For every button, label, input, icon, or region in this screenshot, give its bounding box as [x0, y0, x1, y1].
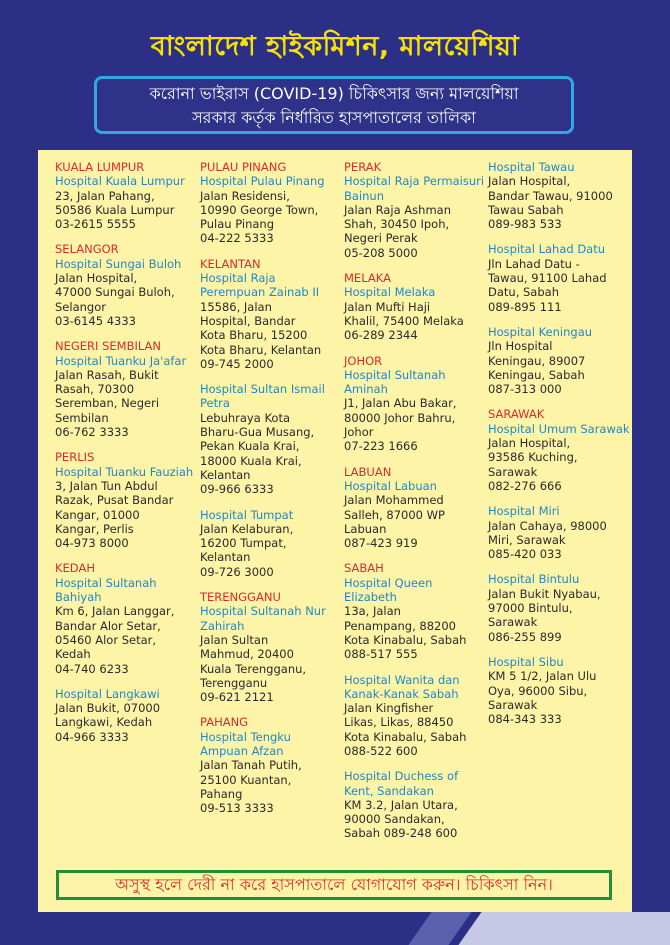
hospital-name: Hospital Sungai Buloh: [55, 256, 182, 271]
state-heading: PULAU PINANG: [200, 160, 287, 174]
hospital-name: Hospital Pulau Pinang: [200, 174, 325, 189]
hospital-entry: [488, 572, 630, 643]
hospital-entry: [344, 465, 486, 551]
hospital-address: Jln Hospital Keningau, 89007 Keningau, Sabah 087-313 000: [488, 339, 586, 397]
hospital-address: Jalan Bukit Nyabau, 97000 Bintulu, Sarawak 086-255 899: [488, 586, 601, 644]
hospital-address: Km 6, Jalan Langgar, Bandar Alor Setar, 05460 Alor Setar, Kedah 04-740 6233: [55, 604, 175, 676]
page-title: বাংলাদেশ হাইকমিশন, মালয়েশিয়া: [150, 31, 520, 62]
hospital-entry: [200, 715, 342, 815]
hospital-address: Jalan Residensi, 10990 George Town, Pulau Pinang 04-222 5333: [200, 188, 319, 246]
hospital-entry: [488, 407, 630, 493]
state-heading: SELANGOR: [55, 242, 119, 257]
hospital-entry: [488, 504, 630, 561]
state-heading: NEGERI SEMBILAN: [55, 339, 161, 354]
state-heading: KUALA LUMPUR: [55, 160, 145, 174]
header-banner: [0, 0, 670, 150]
hospital-address: Jalan Hospital, 93586 Kuching, Sarawak 082-276 666: [488, 436, 578, 493]
hospital-entry: [344, 561, 486, 661]
state-heading: LABUAN: [344, 464, 392, 479]
state-heading: PERLIS: [55, 450, 95, 465]
hospital-name: Hospital Sultan Ismail Petra: [200, 382, 325, 411]
subtitle-box: [94, 76, 574, 134]
hospital-address: J1, Jalan Abu Bakar, 80000 Johor Bahru, Johor 07-223 1666: [344, 396, 457, 454]
hospital-name: Hospital Tuanku Ja'afar: [55, 353, 187, 368]
hospital-name: Hospital Langkawi: [55, 686, 160, 701]
hospital-name: Hospital Wanita dan Kanak-Kanak Sabah: [344, 672, 460, 701]
hospital-address: Jalan Sultan Mahmud, 20400 Kuala Terengganu, Terengganu 09-621 2121: [200, 632, 307, 705]
hospital-entry: [55, 450, 197, 550]
hospital-entry: [55, 561, 197, 675]
hospital-name: Hospital Sultanah Bahiyah: [55, 575, 157, 605]
hospital-name: Hospital Miri: [488, 504, 560, 519]
state-heading: SARAWAK: [488, 407, 545, 422]
hospital-address: Jalan Bukit, 07000 Langkawi, Kedah 04-966 3333: [55, 701, 161, 744]
hospital-address: Jalan Cahaya, 98000 Miri, Sarawak 085-420 033: [488, 518, 607, 562]
hospital-name: Hospital Bintulu: [488, 572, 580, 587]
footer-notice: অসুস্থ হলে দেরী না করে হাসপাতালে যোগাযোগ করুন। চিকিৎসা নিন।: [56, 870, 612, 900]
hospital-address: 23, Jalan Pahang, 50586 Kuala Lumpur 03-2615 5555: [55, 188, 175, 232]
hospital-address: Jalan Raja Ashman Shah, 30450 Ipoh, Negeri Perak 05-208 5000: [344, 202, 451, 260]
hospital-entry: [55, 687, 197, 744]
hospital-list-panel: [38, 150, 632, 912]
state-heading: TERENGGANU: [200, 590, 281, 605]
hospital-name: Hospital Melaka: [344, 285, 436, 300]
hospital-address: Jalan Kingfisher Likas, Likas, 88450 Kota Kinabalu, Sabah 088-522 600: [344, 701, 467, 758]
hospital-name: Hospital Keningau: [488, 324, 593, 339]
hospital-address: Jalan Rasah, Bukit Rasah, 70300 Seremban, Negeri Sembilan 06-762 3333: [55, 367, 160, 440]
column-3: [344, 160, 486, 852]
hospital-entry: [55, 242, 197, 328]
hospital-entry: [344, 673, 486, 759]
hospital-name: Hospital Sibu: [488, 654, 564, 669]
hospital-entry: [200, 382, 342, 496]
hospital-entry: [344, 271, 486, 342]
hospital-entry: [55, 339, 197, 439]
hospital-name: Hospital Tumpat: [200, 507, 294, 522]
hospital-entry: [344, 769, 486, 840]
hospital-name: Hospital Sultanah Aminah: [344, 367, 446, 397]
subtitle-line-2: সরকার কর্তৃক নির্ধারিত হাসপাতালের তালিকা: [192, 108, 476, 127]
hospital-address: Jalan Hospital, Bandar Tawau, 91000 Tawau Sabah 089-983 533: [488, 174, 613, 232]
hospital-entry: [200, 160, 342, 246]
column-1: [55, 160, 197, 755]
hospital-entry: [488, 655, 630, 726]
hospital-entry: [55, 160, 197, 231]
hospital-address: Jln Lahad Datu - Tawau, 91100 Lahad Datu, Sabah 089-895 111: [488, 256, 607, 314]
column-2: [200, 160, 342, 826]
state-heading: PAHANG: [200, 715, 249, 730]
hospital-name: Hospital Umum Sarawak: [488, 421, 630, 436]
hospital-address: Jalan Tanah Putih, 25100 Kuantan, Pahang 09-513 3333: [200, 758, 302, 816]
hospital-entry: [344, 354, 486, 454]
state-heading: SABAH: [344, 561, 384, 576]
state-heading: MELAKA: [344, 271, 391, 286]
column-4: [488, 160, 630, 737]
hospital-address: Jalan Hospital, 47000 Sungai Buloh, Selangor 03-6145 4333: [55, 271, 175, 328]
hospital-name: Hospital Tawau: [488, 160, 575, 174]
hospital-name: Hospital Raja Permaisuri Bainun: [344, 174, 485, 203]
hospital-name: Hospital Duchess of Kent, Sandakan: [344, 769, 459, 798]
hospital-name: Hospital Tuanku Fauziah: [55, 464, 194, 479]
state-heading: JOHOR: [344, 353, 383, 368]
bottom-decoration: [0, 912, 670, 945]
hospital-address: Jalan Mufti Haji Khalil, 75400 Melaka 06-289 2344: [344, 299, 464, 343]
hospital-entry: [200, 257, 342, 371]
hospital-address: KM 5 1/2, Jalan Ulu Oya, 96000 Sibu, Sarawak 084-343 333: [488, 669, 597, 727]
hospital-name: Hospital Kuala Lumpur: [55, 174, 185, 189]
hospital-name: Hospital Sultanah Nur Zahirah: [200, 604, 326, 633]
hospital-address: 3, Jalan Tun Abdul Razak, Pusat Bandar Kangar, 01000 Kangar, Perlis 04-973 8000: [55, 478, 174, 551]
hospital-entry: [488, 242, 630, 313]
hospital-name: Hospital Labuan: [344, 478, 437, 493]
hospital-entry: [488, 325, 630, 396]
hospital-name: Hospital Queen Elizabeth: [344, 575, 433, 605]
hospital-entry: [200, 590, 342, 704]
hospital-address: Lebuhraya Kota Bharu-Gua Musang, Pekan Kuala Krai, 18000 Kuala Krai, Kelantan 09-966 6333: [200, 410, 315, 497]
hospital-address: Jalan Mohammed Salleh, 87000 WP Labuan 087-423 919: [344, 493, 445, 551]
hospital-entry: [344, 160, 486, 260]
hospital-address: 13a, Jalan Penampang, 88200 Kota Kinabalu, Sabah 088-517 555: [344, 604, 467, 662]
state-heading: KEDAH: [55, 561, 95, 576]
decorative-stripe: [458, 912, 670, 945]
hospital-name: Hospital Tengku Ampuan Afzan: [200, 729, 291, 758]
hospital-address: KM 3.2, Jalan Utara, 90000 Sandakan, Sabah 089-248 600: [344, 797, 458, 841]
hospital-address: Jalan Kelaburan, 16200 Tumpat, Kelantan 09-726 3000: [200, 521, 294, 579]
state-heading: PERAK: [344, 160, 382, 174]
hospital-name: Hospital Raja Perempuan Zainab II: [200, 271, 320, 300]
state-heading: KELANTAN: [200, 256, 261, 271]
hospital-entry: [488, 160, 630, 231]
hospital-name: Hospital Lahad Datu: [488, 242, 606, 257]
hospital-entry: [200, 508, 342, 579]
hospital-address: 15586, Jalan Hospital, Bandar Kota Bharu, 15200 Kota Bharu, Kelantan 09-745 2000: [200, 299, 322, 371]
subtitle-line-1: করোনা ভাইরাস (COVID-19) চিকিৎসার জন্য মালয়েশিয়া: [149, 84, 519, 103]
